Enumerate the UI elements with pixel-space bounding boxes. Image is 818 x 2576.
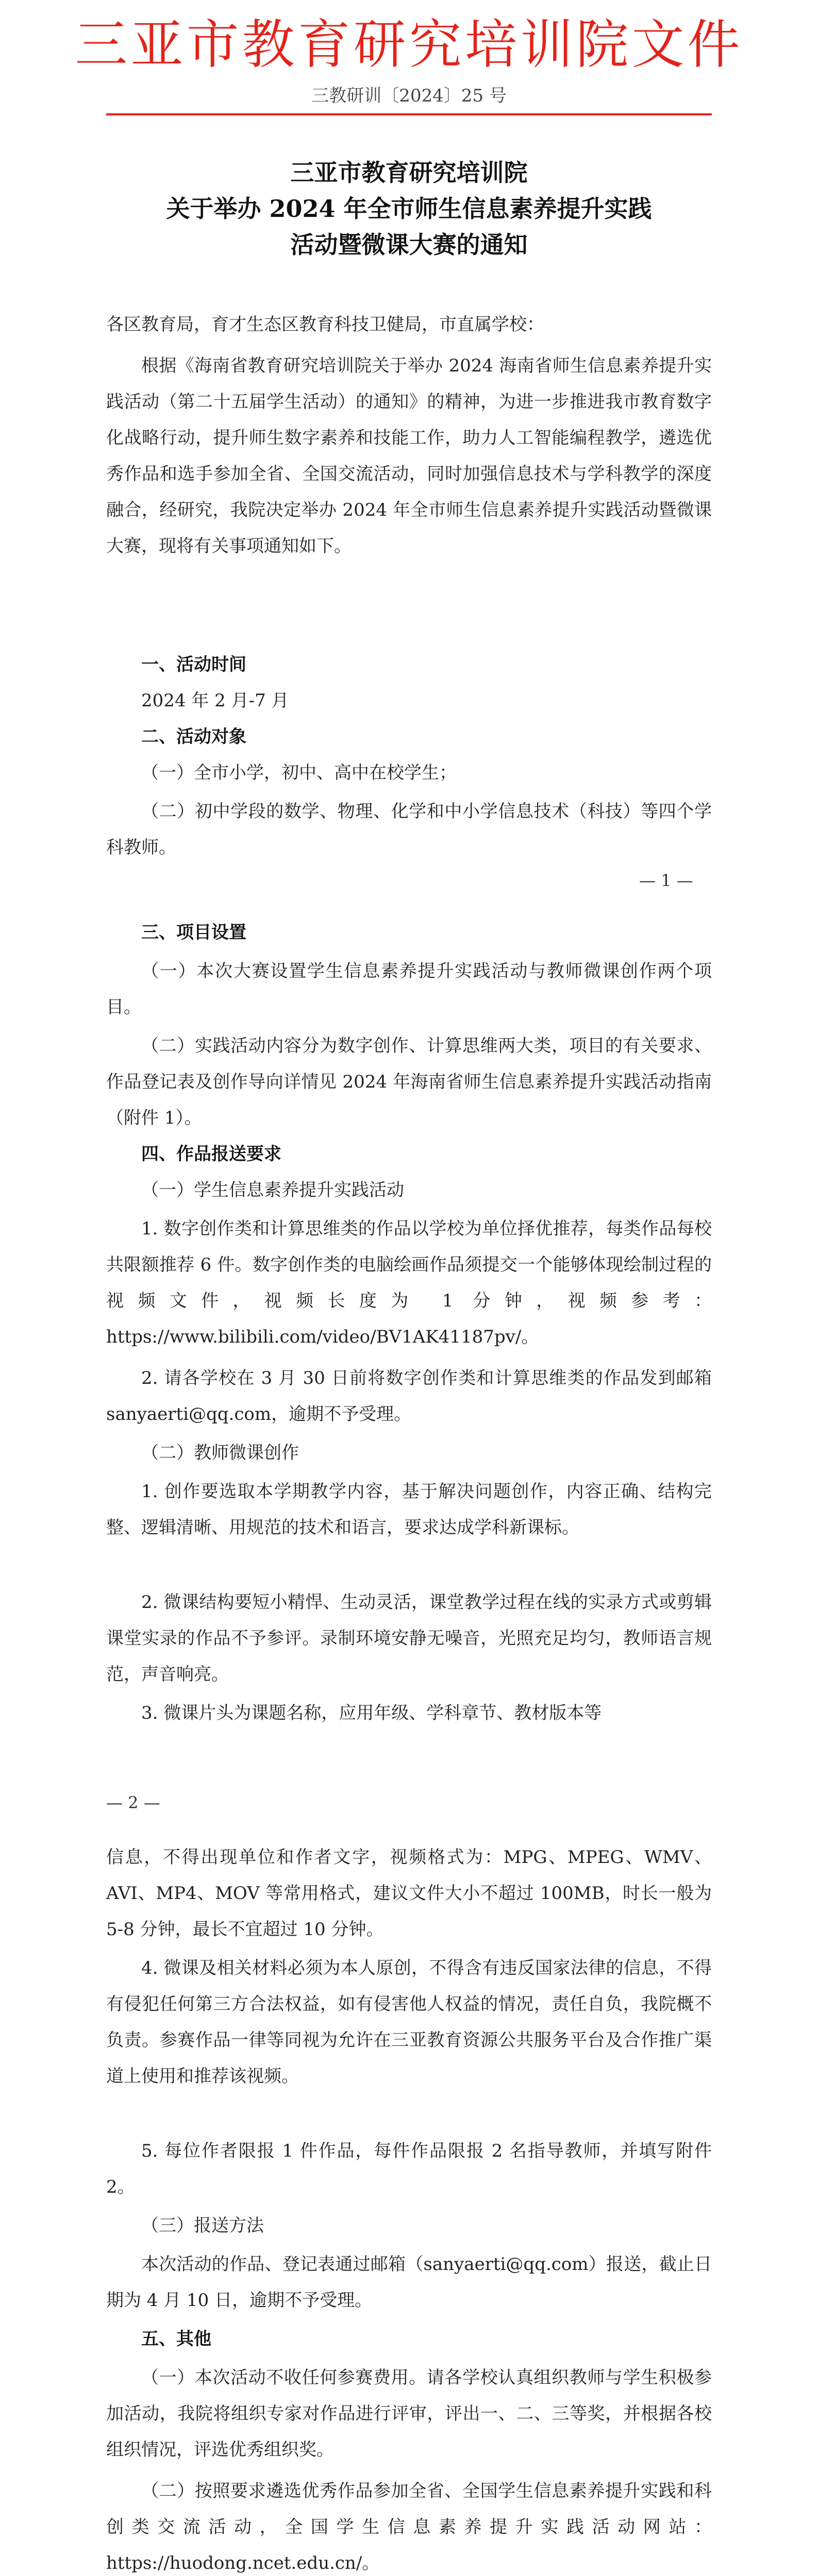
teacher-rule-4: 4. 微课及相关材料必须为本人原创，不得含有违反国家法律的信息，不得有侵犯任何第三方合法权益，如有侵害他人权益的情况，责任自负，我院概不负责。参赛作品一律等同视为允许在三亚教育资源公共服务平台及合作推广渠道上使用和推荐该视频。 [106, 1958, 712, 2087]
teacher-rule-2: 2. 微课结构要短小精悍、生动灵活，课堂教学过程在线的实录方式或剪辑课堂实录的作品不予参评。录制环境安静无噪音，光照充足均匀，教师语言规范，声音响亮。 [106, 1592, 712, 1685]
subsection-student: （一）学生信息素养提升实践活动 [141, 1180, 404, 1200]
other-item-1: （一）本次活动不收任何参赛费用。请各学校认真组织教师与学生积极参加活动，我院将组织专家对作品进行评审，评出一、二、三等奖，并根据各校组织情况，评选优秀组织奖。 [106, 2367, 712, 2460]
submission-rule: 本次活动的作品、登记表通过邮箱（sanyaerti@qq.com）报送，截止日期为 4 月 10 日，逾期不予受理。 [106, 2254, 712, 2311]
page-number-1: — 1 — [639, 871, 693, 890]
project-setting-1: （一）本次大赛设置学生信息素养提升实践活动与教师微课创作两个项目。 [106, 961, 712, 1018]
activity-time: 2024 年 2 月-7 月 [141, 690, 289, 711]
section-3-heading: 三、项目设置 [141, 922, 246, 943]
addressee: 各区教育局，育才生态区教育科技卫健局，市直属学校： [106, 314, 544, 335]
subsection-teacher: （二）教师微课创作 [141, 1443, 299, 1463]
subsection-submission: （三）报送方法 [141, 2215, 264, 2236]
section-2-heading: 二、活动对象 [141, 726, 246, 747]
teacher-rule-1: 1. 创作要选取本学期教学内容，基于解决问题创作，内容正确、结构完整、逻辑清晰、用规范的技术和语言，要求达成学科新课标。 [106, 1481, 712, 1538]
red-divider-line [106, 113, 712, 115]
section-4-heading: 四、作品报送要求 [141, 1144, 281, 1164]
red-header-title: 三亚市教育研究培训院文件 [75, 14, 743, 76]
document-number: 三教研训〔2024〕25 号 [311, 86, 507, 106]
target-item-1: （一）全市小学，初中、高中在校学生； [141, 762, 457, 783]
student-rule-1: 1. 数字创作类和计算思维类的作品以学校为单位择优推荐，每类作品每校共限额推荐 6 件。数字创作类的电脑绘画作品须提交一个能够体现绘制过程的视频文件，视频长度为 1 分钟，视频参考：https://www.bilibili.com/video/BV1AK41187pv/。 [106, 1218, 712, 1347]
section-5-heading: 五、其他 [141, 2329, 211, 2349]
section-1-heading: 一、活动时间 [141, 654, 246, 675]
other-item-2: （二）按照要求遴选优秀作品参加全省、全国学生信息素养提升实践和科创类交流活动，全国学生信息素养提升实践活动网站：https://huodong.ncet.edu.cn/。 [106, 2481, 712, 2573]
notice-title-line-1: 三亚市教育研究培训院 [290, 159, 528, 187]
intro-paragraph: 根据《海南省教育研究培训院关于举办 2024 海南省师生信息素养提升实践活动（第二十五届学生活动）的通知》的精神，为进一步推进我市教育数字化战略行动，提升师生数字素养和技能工作，助力人工智能编程教学，遴选优秀作品和选手参加全省、全国交流活动，同时加强信息技术与学科教学的深度融合，经研究，我院决定举办 2024 年全市师生信息素养提升实践活动暨微课大赛，现将有关事项通知如下。 [106, 355, 712, 556]
teacher-rule-3-continued: 信息，不得出现单位和作者文字，视频格式为：MPG、MPEG、WMV、AVI、MP4、MOV 等常用格式，建议文件大小不超过 100MB，时长一般为 5-8 分钟，最长不宜超过 10 分钟。 [106, 1847, 712, 1940]
teacher-rule-5: 5. 每位作者限报 1 件作品，每件作品限报 2 名指导教师，并填写附件 2。 [106, 2141, 712, 2197]
notice-title-line-3: 活动暨微课大赛的通知 [290, 231, 528, 259]
teacher-rule-3: 3. 微课片头为课题名称，应用年级、学科章节、教材版本等 [141, 1703, 602, 1723]
project-setting-2: （二）实践活动内容分为数字创作、计算思维两大类，项目的有关要求、作品登记表及创作导向详情见 2024 年海南省师生信息素养提升实践活动指南（附件 1）。 [106, 1036, 712, 1128]
notice-title-line-2: 关于举办 2024 年全市师生信息素养提升实践 [166, 195, 652, 223]
target-item-2: （二）初中学段的数学、物理、化学和中小学信息技术（科技）等四个学科教师。 [106, 801, 712, 858]
page-number-2: — 2 — [106, 1793, 160, 1812]
student-rule-2: 2. 请各学校在 3 月 30 日前将数字创作类和计算思维类的作品发到邮箱 sanyaerti@qq.com，逾期不予受理。 [106, 1368, 712, 1425]
